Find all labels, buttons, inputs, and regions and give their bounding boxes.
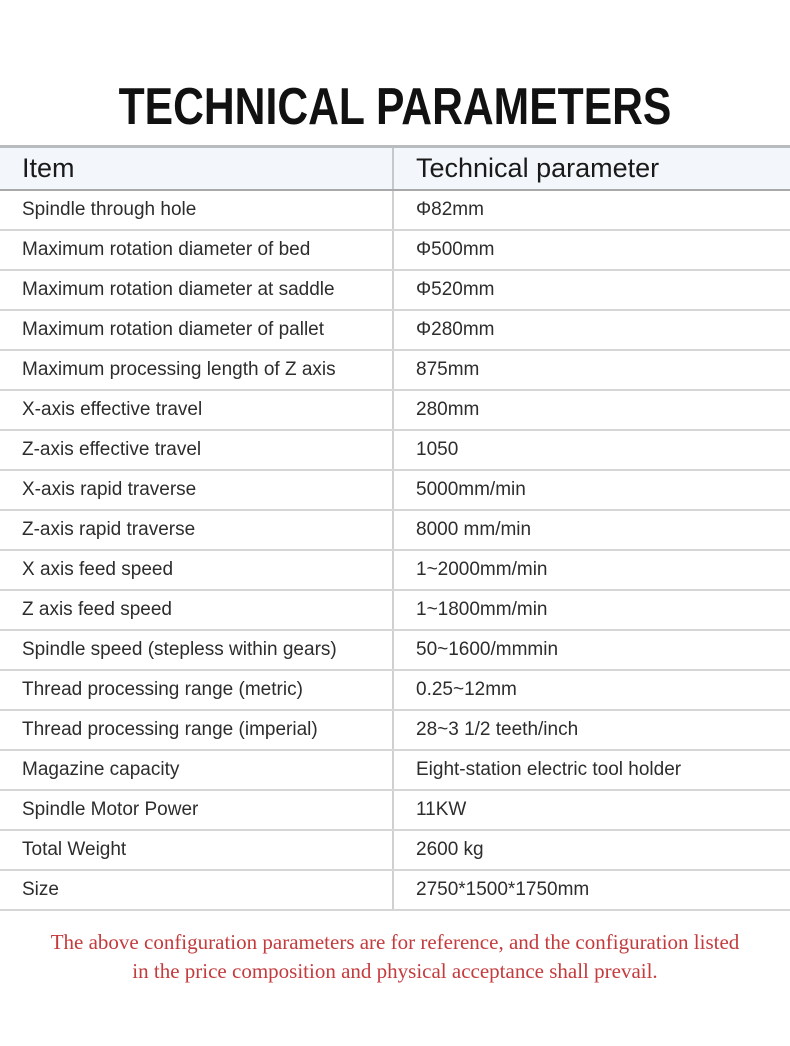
technical-parameters-table	[0, 145, 790, 911]
table-row	[0, 551, 790, 591]
item-cell: Maximum processing length of Z axis	[0, 351, 394, 389]
value-cell: Φ280mm	[416, 319, 495, 340]
value-cell: 0.25~12mm	[416, 679, 517, 700]
item-cell: Maximum rotation diameter of pallet	[0, 311, 394, 349]
table-row	[0, 511, 790, 551]
disclaimer-line: in the price composition and physical acceptance shall prevail.	[132, 959, 658, 983]
value-cell: 1~1800mm/min	[416, 599, 548, 620]
value-cell: 1050	[416, 439, 459, 460]
item-cell: Z-axis effective travel	[0, 431, 394, 469]
table-header-row	[0, 148, 790, 191]
table-row	[0, 311, 790, 351]
item-cell: Maximum rotation diameter at saddle	[0, 271, 394, 309]
value-cell: 2750*1500*1750mm	[416, 879, 590, 900]
value-cell: 1~2000mm/min	[416, 559, 548, 580]
header-parameter: Technical parameter	[416, 153, 660, 183]
page-title: TECHNICAL PARAMETERS	[118, 77, 672, 136]
value-cell: 5000mm/min	[416, 479, 526, 500]
table-row	[0, 191, 790, 231]
value-cell: Eight-station electric tool holder	[416, 759, 682, 780]
item-cell: Z axis feed speed	[0, 591, 394, 629]
table-row	[0, 831, 790, 871]
table-row	[0, 711, 790, 751]
item-cell: Spindle through hole	[0, 191, 394, 229]
table-row	[0, 791, 790, 831]
table-row	[0, 751, 790, 791]
value-cell: 50~1600/mmmin	[416, 639, 559, 660]
disclaimer-note	[0, 928, 790, 986]
item-cell: Thread processing range (metric)	[0, 671, 394, 709]
value-cell: 28~3 1/2 teeth/inch	[416, 719, 579, 740]
value-cell: Φ520mm	[416, 279, 495, 300]
item-cell: Spindle Motor Power	[0, 791, 394, 829]
item-cell: Maximum rotation diameter of bed	[0, 231, 394, 269]
table-row	[0, 871, 790, 911]
item-cell: Magazine capacity	[0, 751, 394, 789]
value-cell: 8000 mm/min	[416, 519, 532, 540]
item-cell: X-axis rapid traverse	[0, 471, 394, 509]
table-row	[0, 231, 790, 271]
item-cell: X axis feed speed	[0, 551, 394, 589]
value-cell: 2600 kg	[416, 839, 484, 860]
table-row	[0, 591, 790, 631]
table-row	[0, 391, 790, 431]
header-item: Item	[0, 148, 394, 189]
value-cell: 875mm	[416, 359, 480, 380]
table-row	[0, 631, 790, 671]
item-cell: Spindle speed (stepless within gears)	[0, 631, 394, 669]
disclaimer-line: The above configuration parameters are for reference, and the configuration listed	[50, 930, 740, 954]
value-cell: 280mm	[416, 399, 480, 420]
value-cell: Φ500mm	[416, 239, 495, 260]
item-cell: Thread processing range (imperial)	[0, 711, 394, 749]
item-cell: Size	[0, 871, 394, 909]
table-row	[0, 671, 790, 711]
value-cell: Φ82mm	[416, 199, 484, 220]
table-row	[0, 431, 790, 471]
table-row	[0, 271, 790, 311]
item-cell: Z-axis rapid traverse	[0, 511, 394, 549]
value-cell: 11KW	[416, 799, 467, 820]
item-cell: Total Weight	[0, 831, 394, 869]
table-row	[0, 351, 790, 391]
table-row	[0, 471, 790, 511]
item-cell: X-axis effective travel	[0, 391, 394, 429]
